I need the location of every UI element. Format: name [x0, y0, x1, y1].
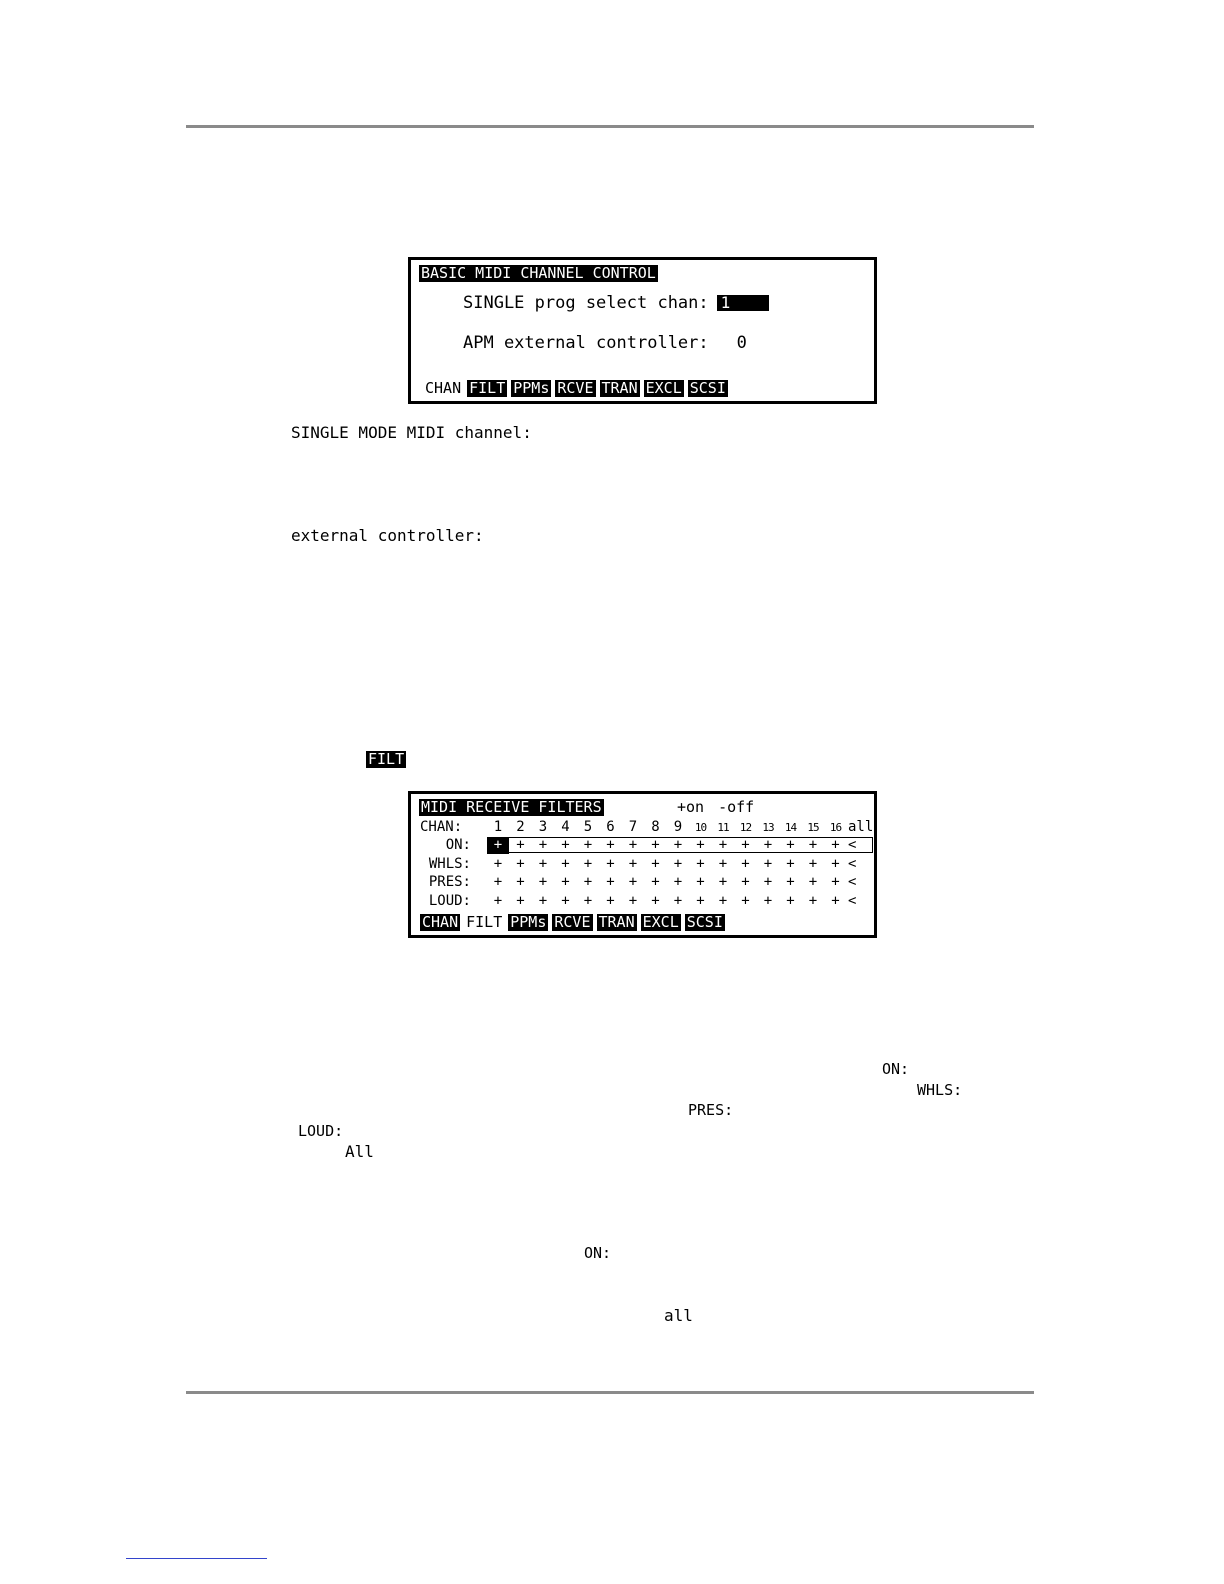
all-toggle[interactable]: < [848, 892, 857, 909]
filter-toggle[interactable]: + [583, 855, 593, 872]
filter-toggle[interactable]: + [651, 855, 660, 872]
channel-number: 9 [673, 819, 683, 835]
filter-toggle[interactable]: + [651, 892, 660, 909]
screen1-tab-bar [423, 380, 732, 397]
legend [677, 800, 754, 815]
filter-toggle[interactable]: + [493, 892, 503, 909]
filter-toggle[interactable]: + [516, 837, 525, 853]
tab-rcve[interactable]: RCVE [554, 913, 591, 931]
filter-toggle[interactable]: + [741, 892, 750, 909]
filter-toggle[interactable]: + [651, 837, 660, 853]
filter-toggle[interactable]: + [763, 855, 773, 872]
all-toggle[interactable]: < [848, 874, 857, 890]
filter-toggle[interactable]: + [741, 855, 750, 872]
all-ref-cap: All [345, 1142, 374, 1161]
loud-ref: LOUD: [298, 1122, 344, 1140]
filter-toggle[interactable]: + [516, 874, 525, 890]
filter-toggle[interactable]: + [696, 874, 705, 890]
tab-ppms[interactable]: PPMs [513, 379, 550, 397]
filter-toggle[interactable]: + [763, 874, 773, 890]
channel-number: 14 [784, 821, 797, 834]
channel-number: 13 [762, 821, 774, 834]
footer-rule [186, 1391, 1034, 1394]
basic-midi-channel-screen [408, 257, 877, 404]
filter-toggle[interactable]: + [808, 874, 818, 890]
filter-toggle[interactable]: + [786, 855, 795, 872]
filter-row-on [419, 837, 869, 854]
channel-number: 5 [583, 819, 593, 835]
screen-title: MIDI RECEIVE FILTERS [421, 798, 602, 816]
on-ref-2: ON: [584, 1244, 612, 1262]
row-label: ON: [445, 837, 471, 853]
filter-toggle[interactable]: + [583, 837, 593, 853]
filter-toggle[interactable]: + [493, 855, 503, 872]
filter-toggle[interactable]: + [538, 892, 548, 909]
legend-on: +on [677, 798, 705, 816]
filter-toggle[interactable]: + [786, 892, 795, 909]
filter-toggle[interactable]: + [516, 855, 525, 872]
channel-number: 15 [807, 821, 819, 834]
filter-toggle[interactable]: + [718, 855, 728, 872]
filter-toggle[interactable]: + [673, 892, 683, 909]
tab-tran[interactable]: TRAN [601, 379, 638, 397]
filter-toggle[interactable]: + [741, 837, 750, 853]
all-label: all [848, 819, 874, 835]
filter-toggle[interactable]: + [763, 892, 773, 909]
filter-toggle[interactable]: + [538, 855, 548, 872]
filter-toggle[interactable]: + [487, 837, 509, 854]
filter-toggle[interactable]: + [673, 855, 683, 872]
tab-chan[interactable]: CHAN [425, 379, 462, 397]
pres-ref: PRES: [688, 1101, 734, 1119]
filter-toggle[interactable]: + [696, 855, 705, 872]
apm-controller-value[interactable]: 0 [736, 333, 747, 353]
all-toggle[interactable]: < [848, 855, 857, 872]
filter-toggle[interactable]: + [808, 837, 818, 853]
filter-toggle[interactable]: + [538, 874, 548, 890]
row-label: PRES: [428, 874, 471, 890]
filter-toggle[interactable]: + [696, 892, 705, 909]
single-prog-select-value[interactable]: 1 [717, 295, 769, 311]
filter-toggle[interactable]: + [831, 874, 840, 890]
row-label: WHLS: [428, 855, 471, 872]
filter-toggle[interactable]: + [516, 892, 525, 909]
filter-toggle[interactable]: + [673, 837, 683, 853]
all-toggle[interactable]: < [848, 837, 857, 853]
apm-controller-row [463, 335, 747, 352]
filter-toggle[interactable]: + [831, 892, 840, 909]
filter-toggle[interactable]: + [808, 855, 818, 872]
filter-toggle[interactable]: + [606, 874, 615, 890]
external-controller-heading: external controller: [291, 526, 484, 545]
filter-toggle[interactable]: + [493, 874, 503, 890]
channel-number: 1 [493, 819, 503, 835]
filt-key: FILT [368, 750, 405, 768]
tab-filt[interactable]: FILT [469, 379, 506, 397]
filter-toggle[interactable]: + [628, 892, 638, 909]
channel-number: 7 [628, 819, 638, 835]
all-ref: all [664, 1306, 693, 1325]
single-prog-select-row [463, 295, 769, 312]
row-label: LOUD: [428, 892, 471, 909]
filter-toggle[interactable]: + [561, 874, 570, 890]
filter-toggle[interactable]: + [628, 855, 638, 872]
footer-link-underline [126, 1558, 267, 1559]
filter-toggle[interactable]: + [538, 837, 548, 853]
header-rule [186, 125, 1034, 128]
filter-toggle[interactable]: + [673, 874, 683, 890]
filter-toggle[interactable]: + [561, 855, 570, 872]
filter-toggle[interactable]: + [808, 892, 818, 909]
filter-toggle[interactable]: + [831, 837, 840, 853]
channel-number: 10 [694, 821, 707, 834]
filter-toggle[interactable]: + [583, 874, 593, 890]
channel-number: 2 [516, 819, 525, 835]
filter-toggle[interactable]: + [763, 837, 773, 853]
filter-toggle[interactable]: + [628, 837, 638, 853]
filter-toggle[interactable]: + [651, 874, 660, 890]
tab-filt[interactable]: FILT [466, 913, 503, 931]
channel-number: 8 [651, 819, 660, 835]
whls-ref: WHLS: [917, 1081, 963, 1099]
screen2-tab-bar [420, 914, 729, 931]
filter-toggle[interactable]: + [606, 837, 615, 853]
apm-controller-label: APM external controller: [463, 333, 709, 353]
channel-number: 6 [606, 819, 615, 835]
chan-label: CHAN: [420, 819, 463, 835]
channel-number: 16 [829, 821, 842, 834]
single-mode-heading: SINGLE MODE MIDI channel: [291, 423, 532, 442]
channel-number: 11 [717, 821, 729, 834]
tab-excl[interactable]: EXCL [645, 379, 682, 397]
filter-toggle[interactable]: + [628, 874, 638, 890]
filter-toggle[interactable]: + [583, 892, 593, 909]
tab-tran[interactable]: TRAN [598, 913, 635, 931]
filter-toggle[interactable]: + [786, 837, 795, 853]
filter-row-whls [419, 856, 869, 873]
filter-toggle[interactable]: + [718, 892, 728, 909]
filter-toggle[interactable]: + [741, 874, 750, 890]
single-prog-select-label: SINGLE prog select chan: [463, 293, 709, 313]
filter-toggle[interactable]: + [718, 874, 728, 890]
channel-number: 3 [538, 819, 548, 835]
filter-toggle[interactable]: + [606, 892, 615, 909]
midi-receive-filters-screen [408, 791, 877, 938]
tab-ppms[interactable]: PPMs [510, 913, 547, 931]
tab-scsi[interactable]: SCSI [689, 379, 726, 397]
on-ref: ON: [882, 1060, 910, 1078]
channel-number: 4 [561, 819, 570, 835]
legend-off: -off [718, 798, 755, 816]
filter-toggle[interactable]: + [561, 837, 570, 853]
filter-toggle[interactable]: + [606, 855, 615, 872]
channel-number: 12 [739, 821, 752, 834]
filter-toggle[interactable]: + [786, 874, 795, 890]
tab-scsi[interactable]: SCSI [686, 913, 723, 931]
filter-toggle[interactable]: + [718, 837, 728, 853]
filter-toggle[interactable]: + [831, 855, 840, 872]
filter-toggle[interactable]: + [696, 837, 705, 853]
tab-rcve[interactable]: RCVE [557, 379, 594, 397]
filter-row-loud [419, 893, 869, 910]
tab-excl[interactable]: EXCL [642, 913, 679, 931]
filter-toggle[interactable]: + [561, 892, 570, 909]
tab-chan[interactable]: CHAN [422, 913, 459, 931]
filter-row-pres [419, 874, 869, 891]
channel-header-row [419, 819, 874, 836]
screen-title: BASIC MIDI CHANNEL CONTROL [421, 264, 656, 282]
